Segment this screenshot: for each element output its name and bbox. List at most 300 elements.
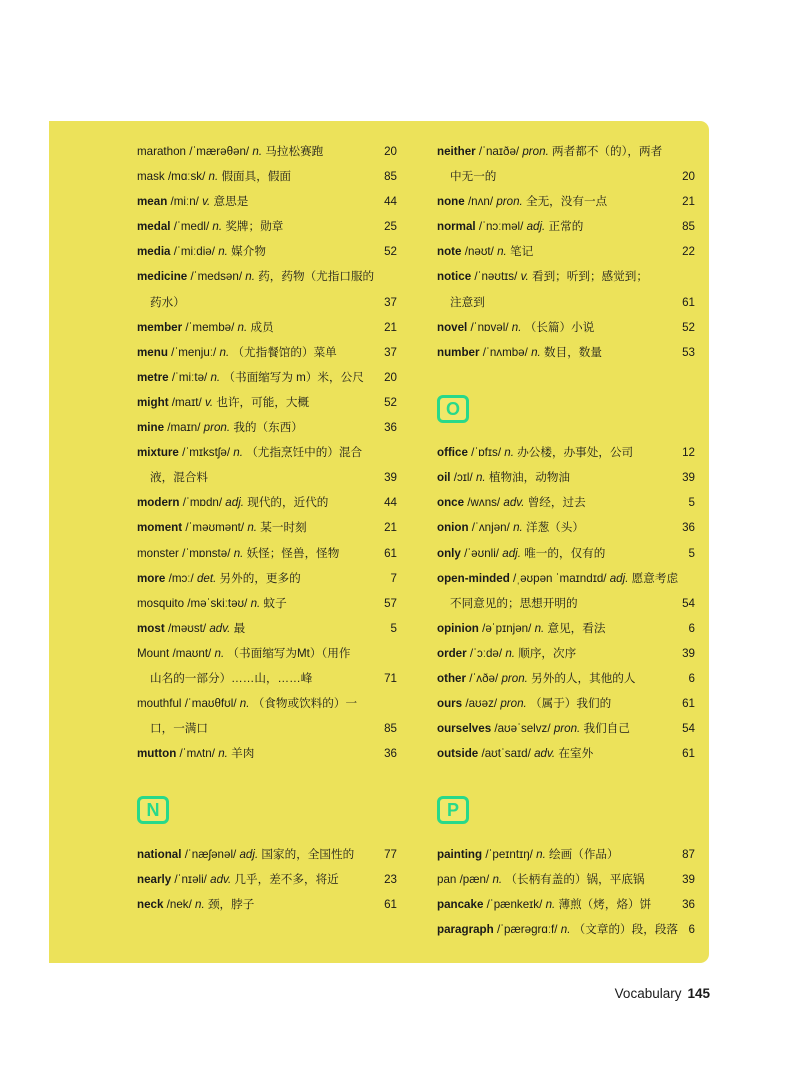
entry-part-of-speech: n. bbox=[497, 245, 507, 259]
entry-gloss: 笔记 bbox=[510, 245, 534, 259]
entry-part-of-speech: n. bbox=[511, 320, 522, 334]
entry-gloss: 马拉松赛跑 bbox=[265, 145, 324, 158]
entry-headword: onion bbox=[437, 521, 469, 535]
entry-headword: most bbox=[137, 621, 165, 635]
entry-text bbox=[437, 870, 645, 889]
entry-phonetic: /nʌn/ bbox=[467, 195, 494, 209]
entry-text bbox=[137, 518, 307, 537]
vocab-entry bbox=[137, 493, 397, 518]
letter-heading-badge: O bbox=[437, 395, 469, 423]
entry-gloss: 国家的，全国性的 bbox=[261, 847, 355, 861]
entry-text bbox=[437, 142, 662, 161]
vocab-entry bbox=[137, 393, 397, 418]
vocab-entry bbox=[437, 569, 695, 594]
entry-text bbox=[137, 242, 266, 261]
entry-page-number: 7 bbox=[390, 571, 397, 585]
entry-text bbox=[437, 694, 611, 713]
entry-part-of-speech: n. bbox=[504, 446, 514, 460]
entry-phonetic: /ˈnɔːməl/ bbox=[478, 220, 524, 234]
section-spacer bbox=[437, 769, 695, 794]
entry-phonetic: /ˈʌðə/ bbox=[469, 671, 499, 685]
vocab-entry bbox=[437, 619, 695, 644]
footer-page-number: 145 bbox=[687, 986, 710, 1001]
entry-headword: moment bbox=[137, 521, 183, 535]
entry-page-number: 39 bbox=[682, 872, 695, 886]
entry-gloss: （食物或饮料的）一 bbox=[252, 697, 358, 711]
letter-heading-badge: P bbox=[437, 796, 469, 824]
entry-page-number: 20 bbox=[682, 170, 695, 184]
vocab-entry bbox=[137, 368, 397, 393]
vocab-entry bbox=[137, 192, 397, 217]
entry-page-number: 61 bbox=[682, 697, 695, 711]
entry-headword: only bbox=[437, 546, 461, 560]
entry-part-of-speech: adv. bbox=[210, 872, 232, 886]
entry-text bbox=[137, 142, 323, 161]
entry-gloss-continued: 口，一满口 bbox=[150, 722, 208, 736]
entry-phonetic: /ˈməʊmənt/ bbox=[185, 521, 245, 535]
entry-phonetic: /ˈnɒvəl/ bbox=[470, 320, 509, 334]
vocab-entry bbox=[437, 870, 695, 895]
entry-headword: ours bbox=[437, 697, 463, 711]
entry-part-of-speech: n. bbox=[237, 320, 248, 334]
entry-text bbox=[137, 644, 350, 663]
vocab-entry bbox=[137, 569, 397, 594]
entry-phonetic: /ˈəʊnli/ bbox=[464, 546, 500, 560]
entry-text bbox=[150, 719, 208, 738]
entry-text bbox=[137, 343, 337, 362]
entry-text bbox=[450, 594, 578, 613]
vocab-entry bbox=[437, 468, 695, 493]
entry-page-number: 85 bbox=[384, 722, 397, 736]
entry-part-of-speech: v. bbox=[520, 270, 529, 284]
entry-page-number: 39 bbox=[682, 646, 695, 660]
entry-gloss: （尤指烹饪中的）混合 bbox=[246, 446, 363, 460]
entry-gloss: 意思是 bbox=[213, 195, 249, 209]
vocab-entry bbox=[137, 318, 397, 343]
entry-headword: marathon bbox=[137, 145, 186, 158]
entry-page-number: 54 bbox=[682, 596, 695, 610]
entry-part-of-speech: n. bbox=[214, 646, 225, 660]
entry-headword: order bbox=[437, 646, 467, 660]
entry-page-number: 87 bbox=[682, 847, 695, 861]
entry-part-of-speech: pron. bbox=[496, 195, 523, 209]
entry-page-number: 39 bbox=[384, 471, 397, 485]
entry-page-number: 12 bbox=[682, 446, 695, 460]
entry-gloss: 两者都不（的），两者 bbox=[552, 145, 663, 158]
entry-phonetic: /ˈmenjuː/ bbox=[171, 345, 217, 359]
entry-continuation bbox=[137, 468, 397, 493]
entry-part-of-speech: adv. bbox=[503, 496, 525, 510]
entry-text bbox=[437, 242, 533, 261]
entry-gloss-continued: 药水） bbox=[150, 295, 185, 309]
entry-part-of-speech: n. bbox=[513, 521, 523, 535]
entry-phonetic: /ˈnʌmbə/ bbox=[482, 345, 528, 359]
entry-page-number: 53 bbox=[682, 345, 695, 359]
entry-page-number: 36 bbox=[682, 897, 695, 911]
entry-gloss: 看到；听到；感觉到； bbox=[531, 270, 648, 284]
entry-page-number: 52 bbox=[682, 320, 695, 334]
entry-text bbox=[437, 443, 633, 462]
entry-phonetic: /ˈɔːdə/ bbox=[469, 646, 503, 660]
entry-page-number: 20 bbox=[384, 370, 397, 384]
entry-phonetic: /wʌns/ bbox=[467, 496, 501, 510]
entry-gloss: 曾经，过去 bbox=[527, 496, 586, 510]
entry-part-of-speech: pron. bbox=[553, 722, 581, 736]
entry-headword: none bbox=[437, 195, 465, 209]
entry-text bbox=[437, 518, 584, 537]
entry-text bbox=[137, 895, 254, 914]
entry-headword: normal bbox=[437, 220, 476, 234]
entry-headword: opinion bbox=[437, 621, 479, 635]
entry-phonetic: /miːn/ bbox=[170, 195, 199, 209]
entry-gloss: 成员 bbox=[250, 320, 274, 334]
vocab-entry bbox=[437, 694, 695, 719]
vocab-entry bbox=[137, 594, 397, 619]
entry-page-number: 61 bbox=[682, 747, 695, 761]
entry-part-of-speech: adj. bbox=[502, 546, 521, 560]
entry-part-of-speech: n. bbox=[560, 922, 571, 936]
entry-part-of-speech: n. bbox=[252, 145, 263, 158]
vocab-entry bbox=[437, 242, 695, 267]
footer-section-title: Vocabulary bbox=[614, 986, 682, 1001]
entry-headword: national bbox=[137, 847, 182, 861]
vocab-entry bbox=[437, 669, 695, 694]
entry-part-of-speech: adj. bbox=[526, 220, 546, 234]
entry-part-of-speech: n. bbox=[531, 345, 541, 359]
entry-part-of-speech: adv. bbox=[534, 747, 556, 761]
letter-heading-badge: N bbox=[137, 796, 169, 824]
entry-part-of-speech: adv. bbox=[209, 621, 231, 635]
entry-gloss: 绘画（作品） bbox=[549, 847, 619, 861]
entry-text bbox=[137, 418, 303, 437]
entry-text bbox=[150, 293, 185, 312]
entry-text bbox=[437, 343, 602, 362]
entry-gloss: （文章的）段，段落 bbox=[573, 922, 679, 936]
entry-text bbox=[137, 368, 364, 387]
entry-headword: once bbox=[437, 496, 465, 510]
entry-text bbox=[437, 669, 635, 688]
vocab-entry bbox=[137, 267, 397, 292]
entry-phonetic: /aʊtˈsaɪd/ bbox=[481, 747, 531, 761]
entry-headword: member bbox=[137, 320, 183, 334]
entry-gloss: 植物油，动物油 bbox=[488, 471, 571, 485]
entry-text bbox=[450, 293, 485, 312]
entry-headword: note bbox=[437, 245, 462, 259]
entry-continuation bbox=[137, 719, 397, 744]
entry-text bbox=[437, 493, 586, 512]
vocab-entry bbox=[437, 217, 695, 242]
entry-phonetic: /ˈɒfɪs/ bbox=[471, 446, 502, 460]
vocab-entry bbox=[437, 443, 695, 468]
entry-gloss: 全无，没有一点 bbox=[525, 195, 608, 209]
entry-continuation bbox=[437, 594, 695, 619]
entry-page-number: 61 bbox=[384, 897, 397, 911]
entry-headword: mine bbox=[137, 421, 165, 435]
entry-text bbox=[137, 569, 301, 588]
entry-headword: novel bbox=[437, 320, 468, 334]
entry-text bbox=[137, 544, 339, 563]
vocab-entry bbox=[137, 518, 397, 543]
entry-text bbox=[437, 719, 630, 738]
entry-part-of-speech: pron. bbox=[501, 671, 528, 685]
entry-part-of-speech: n. bbox=[210, 370, 221, 384]
vocab-entry bbox=[137, 167, 397, 192]
entry-gloss: 另外的人，其他的人 bbox=[531, 671, 636, 685]
entry-phonetic: /ɔɪl/ bbox=[453, 471, 473, 485]
entry-page-number: 36 bbox=[682, 521, 695, 535]
entry-phonetic: /ˈmɒnstə/ bbox=[182, 546, 231, 560]
vocab-entry bbox=[437, 142, 695, 167]
entry-phonetic: /mɑːsk/ bbox=[167, 170, 206, 184]
vocab-entry bbox=[437, 845, 695, 870]
entry-phonetic: /aʊəˈselvz/ bbox=[494, 722, 551, 736]
entry-headword: Mount bbox=[137, 646, 170, 660]
entry-page-number: 6 bbox=[688, 922, 695, 936]
vocabulary-column-right bbox=[437, 142, 695, 945]
entry-page-number: 44 bbox=[384, 195, 397, 209]
entry-phonetic: /nek/ bbox=[166, 897, 192, 911]
entry-headword: open-minded bbox=[437, 571, 510, 585]
entry-part-of-speech: n. bbox=[475, 471, 486, 485]
entry-headword: number bbox=[437, 345, 480, 359]
entry-continuation bbox=[437, 293, 695, 318]
vocab-entry bbox=[437, 544, 695, 569]
entry-headword: mutton bbox=[137, 747, 177, 761]
entry-headword: office bbox=[437, 446, 468, 460]
vocab-entry bbox=[437, 920, 695, 945]
entry-headword: metre bbox=[137, 370, 169, 384]
entry-text bbox=[137, 443, 362, 462]
entry-gloss: 妖怪；怪兽，怪物 bbox=[246, 546, 340, 560]
entry-page-number: 54 bbox=[682, 722, 695, 736]
entry-page-number: 22 bbox=[682, 245, 695, 259]
entry-phonetic: /məˈskiːtəʊ/ bbox=[187, 596, 248, 610]
entry-phonetic: /maʊnt/ bbox=[172, 646, 212, 660]
entry-continuation bbox=[437, 167, 695, 192]
entry-phonetic: /əˈpɪnjən/ bbox=[482, 621, 532, 635]
entry-phonetic: /ˈmiːdiə/ bbox=[173, 245, 215, 259]
vocab-entry bbox=[437, 518, 695, 543]
entry-part-of-speech: n. bbox=[492, 872, 503, 886]
vocab-entry bbox=[437, 719, 695, 744]
entry-headword: modern bbox=[137, 496, 180, 510]
vocab-entry bbox=[137, 443, 397, 468]
entry-text bbox=[137, 845, 354, 864]
vocab-entry bbox=[437, 895, 695, 920]
entry-page-number: 36 bbox=[384, 421, 397, 435]
vocab-entry bbox=[437, 744, 695, 769]
entry-gloss-continued: 注意到 bbox=[450, 295, 485, 309]
entry-gloss: 办公楼，办事处，公司 bbox=[517, 446, 634, 460]
entry-page-number: 21 bbox=[384, 521, 397, 535]
vocab-entry bbox=[437, 267, 695, 292]
entry-page-number: 39 bbox=[682, 471, 695, 485]
entry-phonetic: /maɪt/ bbox=[171, 395, 202, 409]
entry-gloss: 顺序，次序 bbox=[518, 646, 577, 660]
entry-gloss: 假面具，假面 bbox=[221, 170, 292, 184]
entry-text bbox=[137, 167, 291, 186]
entry-page-number: 77 bbox=[384, 847, 397, 861]
entry-page-number: 21 bbox=[682, 195, 695, 209]
entry-phonetic: /ˈmɒdn/ bbox=[182, 496, 223, 510]
entry-headword: medicine bbox=[137, 270, 188, 284]
entry-page-number: 5 bbox=[688, 496, 695, 510]
entry-text bbox=[137, 694, 357, 713]
entry-phonetic: /ˈʌnjən/ bbox=[471, 521, 510, 535]
entry-text bbox=[437, 845, 619, 864]
entry-phonetic: /ˈnɪəli/ bbox=[174, 872, 207, 886]
entry-page-number: 52 bbox=[384, 245, 397, 259]
entry-page-number: 44 bbox=[384, 496, 397, 510]
entry-headword: media bbox=[137, 245, 171, 259]
entry-page-number: 85 bbox=[682, 220, 695, 234]
entry-page-number: 25 bbox=[384, 220, 397, 234]
entry-part-of-speech: n. bbox=[233, 446, 243, 460]
entry-text bbox=[137, 192, 248, 211]
entry-phonetic: /ˈmedsən/ bbox=[190, 270, 243, 284]
entry-phonetic: /ˈmʌtn/ bbox=[179, 747, 215, 761]
letter-heading-row bbox=[437, 794, 695, 844]
entry-gloss: 在室外 bbox=[558, 747, 594, 761]
entry-text bbox=[137, 267, 374, 286]
vocab-entry bbox=[137, 242, 397, 267]
entry-part-of-speech: adj. bbox=[609, 571, 629, 585]
entry-text bbox=[137, 870, 339, 889]
entry-phonetic: /aʊəz/ bbox=[465, 697, 498, 711]
entry-text bbox=[437, 318, 594, 337]
entry-phonetic: /maɪn/ bbox=[167, 421, 201, 435]
entry-phonetic: /mɔː/ bbox=[168, 571, 194, 585]
entry-gloss: 药，药物（尤指口服的 bbox=[258, 270, 375, 284]
entry-part-of-speech: n. bbox=[505, 646, 515, 660]
entry-continuation bbox=[137, 669, 397, 694]
entry-headword: pan bbox=[437, 872, 457, 886]
entry-page-number: 37 bbox=[384, 345, 397, 359]
entry-part-of-speech: n. bbox=[219, 345, 230, 359]
entry-phonetic: /ˈpænkeɪk/ bbox=[486, 897, 543, 911]
entry-part-of-speech: n. bbox=[247, 521, 258, 535]
entry-phonetic: /ˈnæʃənəl/ bbox=[184, 847, 237, 861]
vocab-entry bbox=[137, 142, 397, 167]
entry-gloss: 现代的，近代的 bbox=[247, 496, 329, 510]
entry-text bbox=[437, 217, 583, 236]
entry-page-number: 52 bbox=[384, 395, 397, 409]
entry-page-number: 36 bbox=[384, 747, 397, 761]
entry-part-of-speech: pron. bbox=[203, 421, 231, 435]
vocab-entry bbox=[437, 318, 695, 343]
entry-headword: neck bbox=[137, 897, 164, 911]
entry-gloss-continued: 不同意见的；思想开明的 bbox=[450, 596, 578, 610]
entry-page-number: 71 bbox=[384, 671, 397, 685]
entry-text bbox=[137, 217, 283, 236]
entry-headword: menu bbox=[137, 345, 168, 359]
entry-gloss: 薄煎（烤，烙）饼 bbox=[558, 897, 652, 911]
entry-part-of-speech: adj. bbox=[225, 496, 244, 510]
entry-part-of-speech: n. bbox=[208, 170, 219, 184]
entry-gloss-continued: 山名的一部分）……山，……峰 bbox=[150, 671, 313, 685]
vocab-entry bbox=[137, 694, 397, 719]
entry-headword: might bbox=[137, 395, 169, 409]
vocab-entry bbox=[437, 493, 695, 518]
entry-text bbox=[437, 744, 593, 763]
entry-headword: ourselves bbox=[437, 722, 492, 736]
vocab-entry bbox=[137, 870, 397, 895]
entry-part-of-speech: v. bbox=[202, 195, 211, 209]
letter-heading-row bbox=[437, 393, 695, 443]
entry-part-of-speech: adj. bbox=[239, 847, 259, 861]
entry-headword: notice bbox=[437, 270, 472, 284]
entry-text bbox=[437, 619, 605, 638]
entry-part-of-speech: n. bbox=[250, 596, 261, 610]
entry-text bbox=[437, 895, 651, 914]
entry-gloss: 我们自己 bbox=[583, 722, 630, 736]
vocab-entry bbox=[137, 217, 397, 242]
entry-headword: mouthful bbox=[137, 697, 182, 711]
vocab-entry bbox=[137, 744, 397, 769]
entry-gloss: 唯一的，仅有的 bbox=[524, 546, 606, 560]
entry-headword: more bbox=[137, 571, 166, 585]
section-spacer bbox=[437, 368, 695, 393]
vocab-entry bbox=[437, 343, 695, 368]
entry-text bbox=[137, 393, 309, 412]
entry-headword: paragraph bbox=[437, 922, 494, 936]
entry-page-number: 5 bbox=[390, 621, 397, 635]
entry-gloss: 几乎，差不多，将近 bbox=[234, 872, 339, 886]
entry-part-of-speech: v. bbox=[204, 395, 214, 409]
entry-text bbox=[437, 267, 648, 286]
entry-gloss: 蚊子 bbox=[263, 596, 287, 610]
entry-part-of-speech: det. bbox=[196, 571, 217, 585]
entry-part-of-speech: n. bbox=[545, 897, 556, 911]
entry-gloss: （书面缩写为 m）米，公尺 bbox=[223, 370, 364, 384]
entry-text bbox=[137, 318, 274, 337]
entry-headword: mean bbox=[137, 195, 168, 209]
entry-phonetic: /ˈpeɪntɪŋ/ bbox=[485, 847, 533, 861]
entry-headword: medal bbox=[137, 220, 171, 234]
entry-page-number: 5 bbox=[688, 546, 695, 560]
entry-text bbox=[137, 594, 287, 613]
vocabulary-column-left bbox=[137, 142, 397, 920]
entry-headword: pancake bbox=[437, 897, 484, 911]
entry-gloss: 正常的 bbox=[548, 220, 584, 234]
vocab-entry bbox=[137, 619, 397, 644]
entry-gloss: （属于）我们的 bbox=[530, 697, 612, 711]
entry-page-number: 21 bbox=[384, 320, 397, 334]
entry-gloss: （尤指餐馆的）菜单 bbox=[232, 345, 337, 359]
entry-text bbox=[437, 544, 605, 563]
entry-headword: mask bbox=[137, 170, 165, 184]
entry-gloss: 意见，看法 bbox=[547, 621, 606, 635]
entry-text bbox=[137, 493, 328, 512]
entry-text bbox=[437, 920, 678, 939]
entry-gloss: 颈，脖子 bbox=[207, 897, 255, 911]
entry-gloss: （书面缩写为Mt）（用作 bbox=[227, 646, 351, 660]
entry-part-of-speech: pron. bbox=[500, 697, 527, 711]
entry-phonetic: /ˈnaɪðə/ bbox=[478, 145, 520, 158]
entry-page-number: 37 bbox=[384, 295, 397, 309]
entry-text bbox=[150, 669, 312, 688]
entry-part-of-speech: n. bbox=[534, 621, 545, 635]
entry-text bbox=[437, 468, 570, 487]
entry-page-number: 57 bbox=[384, 596, 397, 610]
entry-page-number: 23 bbox=[384, 872, 397, 886]
entry-headword: mixture bbox=[137, 446, 179, 460]
entry-phonetic: /ˈpærəɡrɑːf/ bbox=[496, 922, 558, 936]
vocab-entry bbox=[137, 544, 397, 569]
entry-gloss: 我的（东西） bbox=[233, 421, 303, 435]
entry-text bbox=[137, 619, 245, 638]
entry-phonetic: /nəʊt/ bbox=[464, 245, 494, 259]
